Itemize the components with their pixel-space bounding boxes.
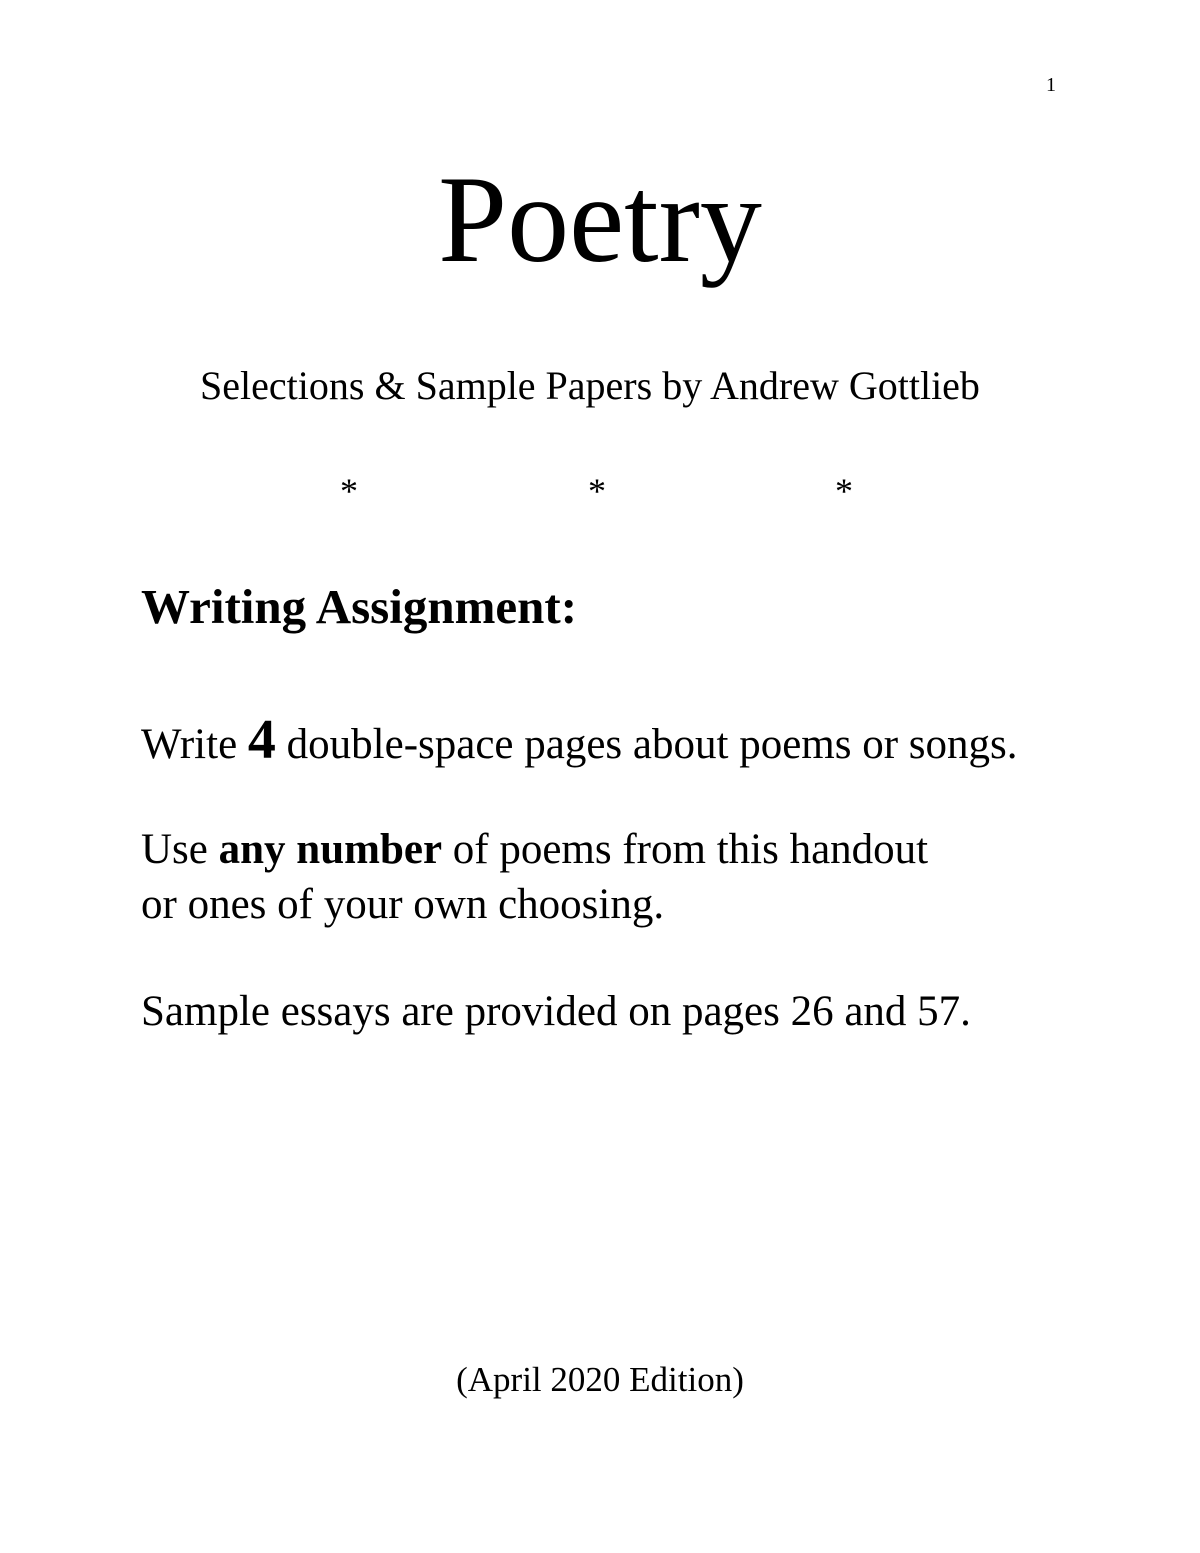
divider-star: * bbox=[835, 471, 853, 511]
assignment-line-samples: Sample essays are provided on pages 26 and 57. bbox=[141, 988, 971, 1035]
assignment-line-pages bbox=[141, 708, 1018, 772]
line-prefix: Use bbox=[141, 826, 219, 873]
edition-note: (April 2020 Edition) bbox=[456, 1360, 744, 1399]
divider-star: * bbox=[588, 471, 606, 511]
line-suffix: double-space pages about poems or songs. bbox=[275, 721, 1018, 768]
assignment-line-choice: or ones of your own choosing. bbox=[141, 881, 665, 928]
assignment-line-poems bbox=[141, 825, 928, 874]
document-subtitle: Selections & Sample Papers by Andrew Gottlieb bbox=[200, 363, 980, 408]
document-title: Poetry bbox=[438, 151, 762, 288]
section-divider bbox=[0, 470, 1200, 510]
assignment-heading: Writing Assignment: bbox=[141, 579, 578, 634]
line-suffix: of poems from this handout bbox=[442, 826, 929, 873]
line-prefix: Write bbox=[141, 721, 248, 768]
page-number: 1 bbox=[1046, 74, 1056, 96]
emphasis-text: any number bbox=[218, 826, 443, 873]
page-count: 4 bbox=[247, 709, 276, 771]
divider-star: * bbox=[340, 471, 358, 511]
